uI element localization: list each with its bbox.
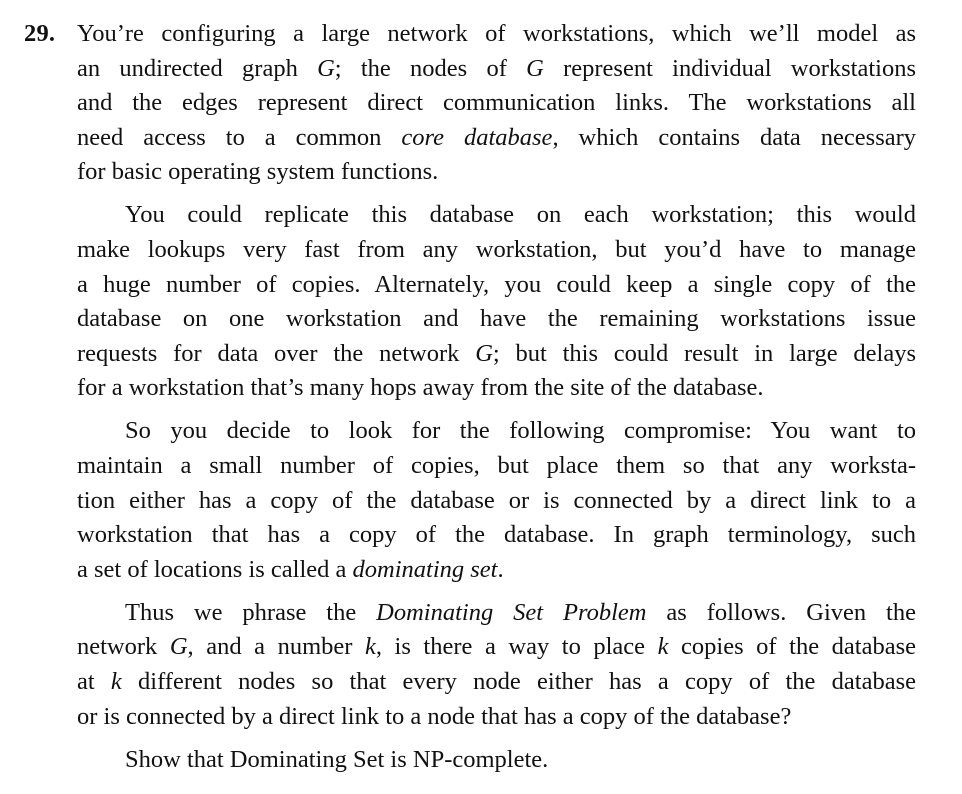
text-run: or is connected by a direct link to a node that has a copy of the database?: [77, 702, 792, 730]
text-line: [125, 198, 916, 233]
text-run: tion either has a copy of the database or is connected by a direct link to a: [77, 486, 916, 514]
text-run: at: [77, 668, 111, 695]
text-run: So you decide to look for the following compromise: You want to: [125, 417, 916, 445]
italic-term: k: [110, 668, 122, 695]
text-run: Show that Dominating Set is NP-complete.: [125, 745, 549, 773]
text-run: for basic operating system functions.: [77, 158, 439, 186]
text-line: [77, 268, 916, 303]
text-run: You’re configuring a large network of workstations, which we’ll model as: [77, 20, 916, 47]
text-run: , and a number: [187, 633, 365, 661]
text-line: [77, 553, 916, 588]
text-line: [77, 371, 916, 406]
text-run: You could replicate this database on each workstation; this would: [125, 201, 916, 229]
italic-term: G: [526, 54, 544, 82]
text-run: .: [497, 555, 504, 583]
text-line: [77, 17, 916, 52]
text-line: [77, 155, 916, 190]
text-run: requests for data over the network: [77, 339, 476, 367]
exercise-number: 29.: [24, 20, 56, 47]
text-run: for a workstation that’s many hops away from the site of the database.: [77, 374, 764, 402]
text-run: maintain a small number of copies, but place them so that any worksta-: [77, 452, 916, 479]
text-run: need access to a common: [77, 123, 402, 151]
text-line: [77, 484, 916, 519]
text-line: [77, 700, 916, 735]
text-line: [77, 518, 916, 553]
text-line: [77, 121, 916, 156]
text-line: [77, 449, 916, 484]
text-run: ; the nodes of: [334, 54, 527, 82]
text-line: [125, 596, 916, 631]
text-run: a set of locations is called a: [77, 555, 353, 583]
italic-term: Dominating Set Problem: [376, 598, 647, 626]
italic-term: k: [657, 633, 669, 661]
text-line: [125, 414, 916, 449]
text-run: network: [77, 633, 170, 661]
italic-term: k: [364, 633, 376, 661]
text-run: , is there a way to place: [375, 633, 658, 661]
text-run: represent individual workstations: [543, 54, 916, 82]
italic-term: G: [317, 54, 335, 82]
text-run: ; but this could result in large delays: [492, 339, 917, 367]
text-line: [125, 743, 916, 778]
text-run: an undirected graph: [77, 54, 318, 82]
text-run: database on one workstation and have the remaining workstations issue: [77, 305, 916, 333]
italic-term: core database: [401, 123, 553, 151]
italic-term: dominating set: [352, 555, 498, 583]
text-line: [77, 630, 916, 665]
text-run: Thus we phrase the: [125, 598, 377, 626]
text-line: [77, 52, 916, 87]
italic-term: G: [169, 633, 188, 661]
text-run: a huge number of copies. Alternately, you could keep a single copy of the: [77, 270, 916, 298]
text-run: workstation that has a copy of the database. In graph terminology, such: [77, 521, 916, 549]
text-line: [77, 337, 916, 372]
text-run: and the edges represent direct communication links. The workstations all: [77, 89, 916, 117]
text-run: , which contains data necessary: [552, 123, 917, 151]
text-run: copies of the database: [668, 633, 916, 661]
text-line: [77, 302, 916, 337]
text-line: [77, 233, 916, 268]
text-line: [77, 86, 916, 121]
italic-term: G: [475, 339, 493, 367]
text-run: as follows. Given the: [646, 598, 916, 626]
text-line: [77, 665, 916, 700]
text-run: different nodes so that every node either has a copy of the database: [121, 668, 917, 695]
text-run: make lookups very fast from any workstation, but you’d have to manage: [77, 236, 916, 263]
